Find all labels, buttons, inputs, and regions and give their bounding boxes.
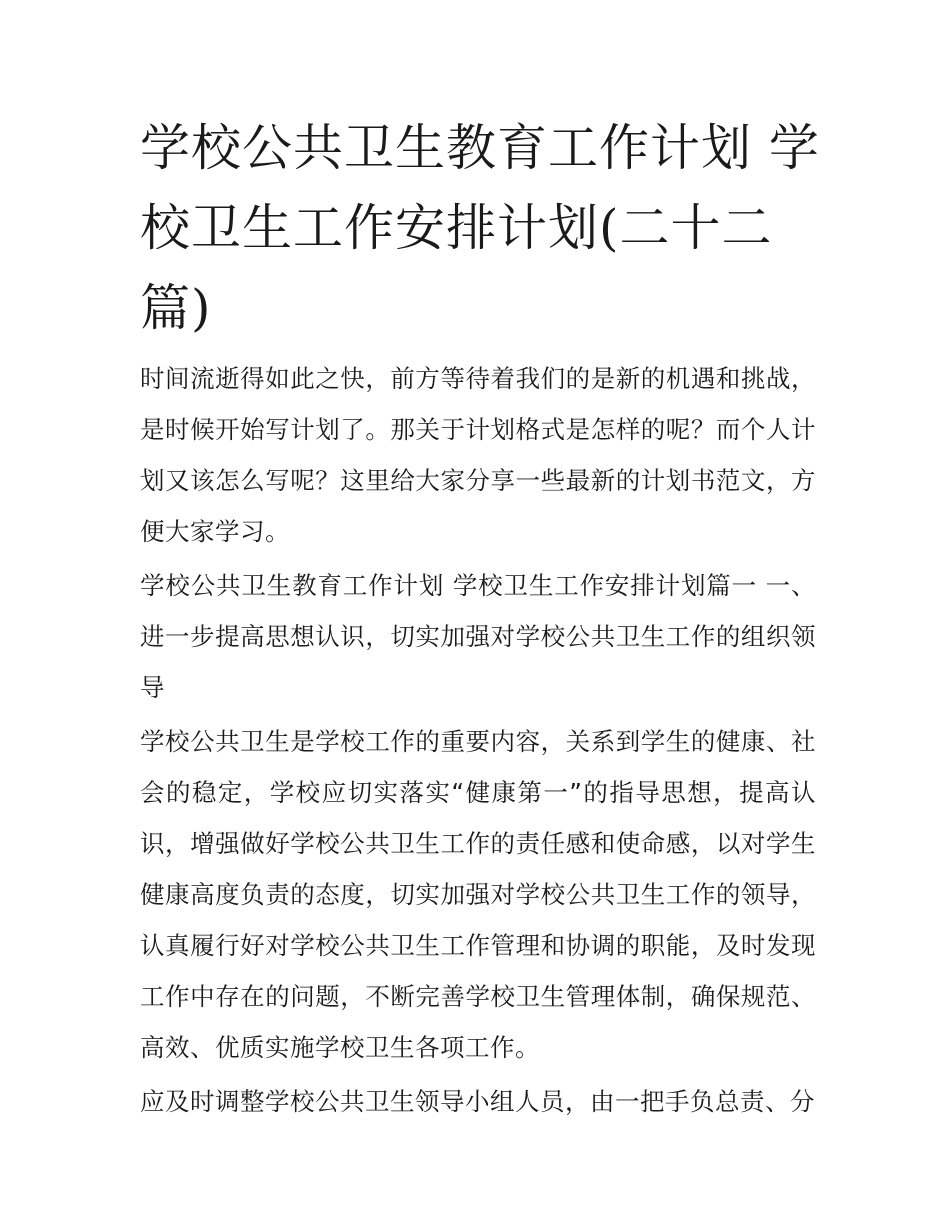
paragraph-intro: 时间流逝得如此之快，前方等待着我们的是新的机遇和挑战，是时候开始写计划了。那关于计划格式是怎样的呢？而个人计划又该怎么写呢？这里给大家分享一些最新的计划书范文，方便大家学习。: [140, 364, 816, 546]
document-title: 学校公共卫生教育工作计划 学校卫生工作安排计划(二十二篇): [140, 119, 820, 337]
paragraph-section-heading: 学校公共卫生教育工作计划 学校卫生工作安排计划篇一 一、进一步提高思想认识，切实加强对学校公共卫生工作的组织领导: [140, 571, 816, 702]
document-body: [140, 353, 816, 1130]
paragraph-continued: 应及时调整学校公共卫生领导小组人员，由一把手负总责、分: [140, 1087, 815, 1116]
paragraph-body: 学校公共卫生是学校工作的重要内容，关系到学生的健康、社会的稳定，学校应切实落实“健康第一”的指导思想，提高认识，增强做好学校公共卫生工作的责任感和使命感，以对学生健康高度负责的态度，切实加强对学校公共卫生工作的领导，认真履行好对学校公共卫生工作管理和协调的职能，及时发现工作中存在的问题，不断完善学校卫生管理体制，确保规范、高效、优质实施学校卫生各项工作。: [140, 727, 816, 1062]
